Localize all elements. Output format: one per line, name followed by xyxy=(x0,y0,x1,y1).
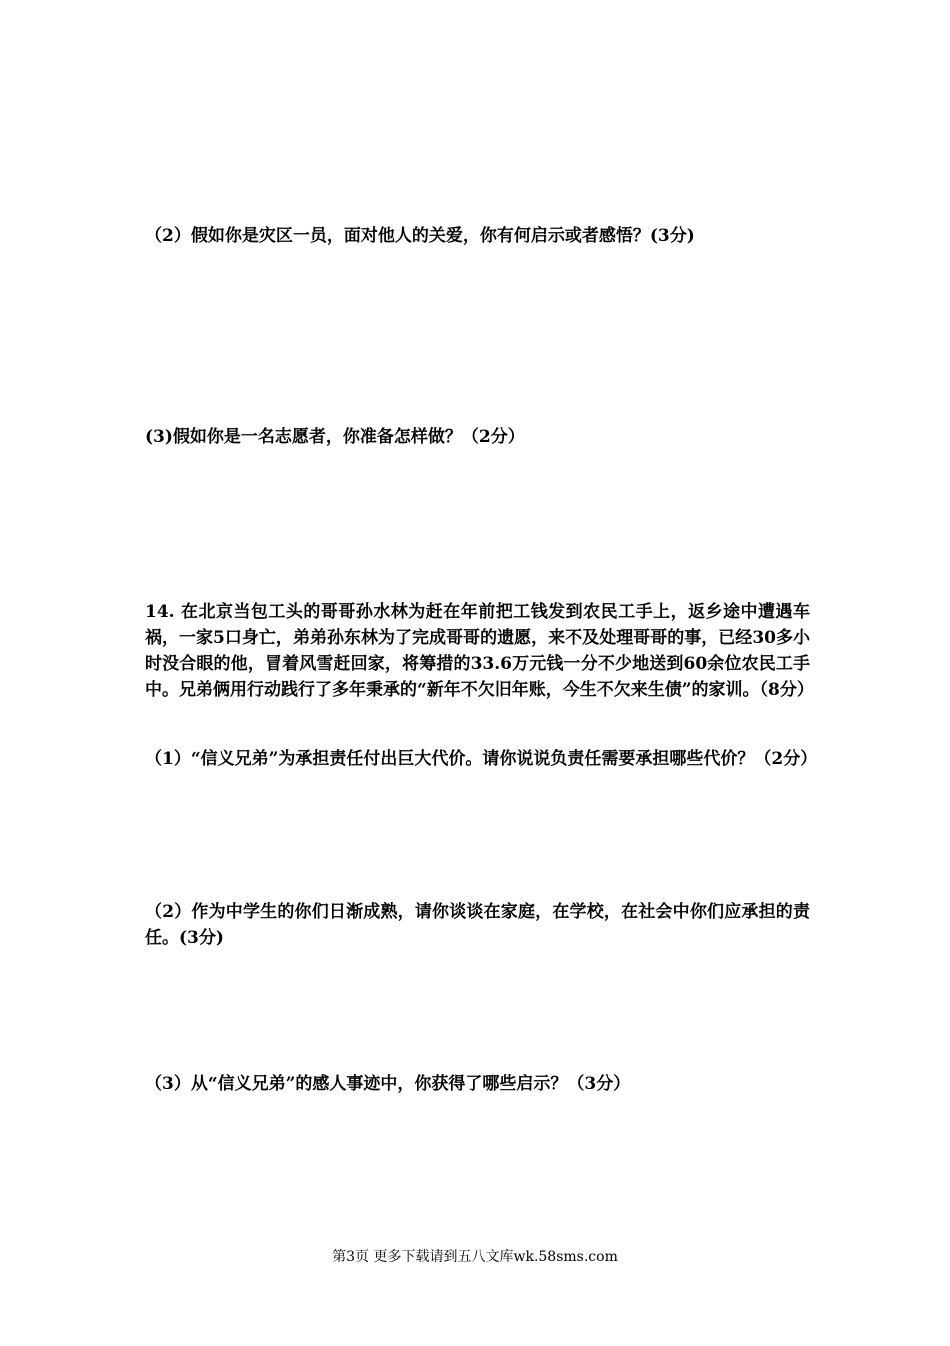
question-14-part-2: （2）作为中学生的你们日渐成熟，请你谈谈在家庭，在学校，在社会中你们应承担的责任。(3分) xyxy=(145,902,810,948)
question-14-part-3: （3）从“信义兄弟”的感人事迹中，你获得了哪些启示？（3分） xyxy=(145,1074,631,1094)
question-14-part-1: （1）“信义兄弟”为承担责任付出巨大代价。请你说说负责任需要承担哪些代价？（2分） xyxy=(145,749,818,769)
question-13-part-2: （2）假如你是灾区一员，面对他人的关爱，你有何启示或者感悟？(3分) xyxy=(145,226,695,246)
question-13-part-3: (3)假如你是一名志愿者，你准备怎样做？（2分） xyxy=(145,427,525,447)
page-footer: 第3页 更多下载请到五八文库wk.58sms.com xyxy=(332,1249,618,1265)
question-14-stem: 14. 在北京当包工头的哥哥孙水林为赶在年前把工钱发到农民工手上，返乡途中遭遇车祸，一家5口身亡，弟弟孙东林为了完成哥哥的遗愿，来不及处理哥哥的事，已经30多小时没合眼的他，冒着风雪赶回家，将筹措的33.6万元钱一分不少地送到60余位农民工手中。兄弟俩用行动践行了多年秉承的“新年不欠旧年账，今生不欠来生债”的家训。（8分） xyxy=(145,602,814,700)
